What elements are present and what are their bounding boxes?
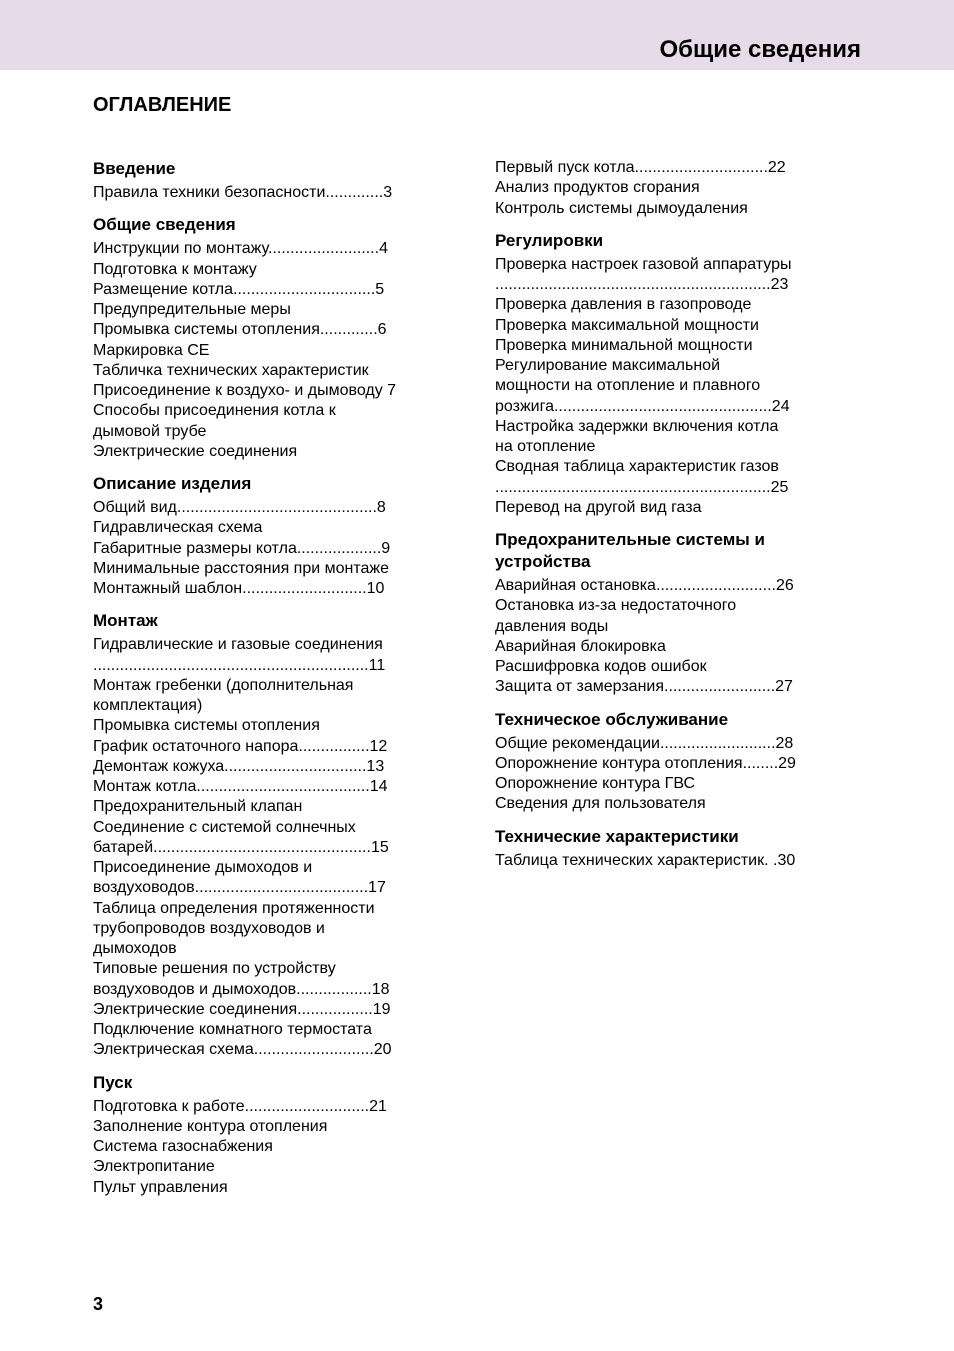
toc-entry: Демонтаж кожуха................................13: [93, 757, 385, 775]
toc-entry: Типовые решения по устройству: [93, 960, 336, 978]
toc-entry: давления воды: [495, 617, 609, 635]
toc-entry: Проверка давления в газопроводе: [495, 296, 752, 314]
toc-entry: Общий вид.............................................8: [93, 499, 386, 516]
toc-entry: Присоединение к воздухо- и дымоводу 7: [93, 382, 397, 399]
toc-entry: Аварийная остановка...........................26: [495, 577, 794, 594]
toc-section-title: Общие сведения: [93, 215, 236, 235]
toc-section-title: Предохранительные системы и устройства: [495, 530, 765, 571]
toc-entry: Таблица определения протяженности: [93, 899, 375, 917]
toc-entry: Подключение комнатного термостата: [93, 1021, 372, 1038]
toc-entry: Электрические соединения.................19: [93, 1000, 391, 1018]
toc-entry: дымоходов: [93, 940, 177, 957]
toc-entry: трубопроводов воздуховодов и: [93, 919, 325, 937]
toc-section: [93, 214, 426, 462]
toc-entry: Общие рекомендации..........................28: [495, 734, 794, 752]
toc-entry: Монтаж котла.......................................14: [93, 778, 388, 795]
toc-entry: Размещение котла................................5: [93, 280, 385, 298]
toc-entry: Аварийная блокировка: [495, 637, 666, 655]
toc-section-title: Описание изделия: [93, 474, 252, 493]
toc-entry: График остаточного напора................12: [93, 737, 388, 755]
toc-entry: Предохранительный клапан: [93, 798, 303, 816]
toc-entry: Сводная таблица характеристик газов: [495, 458, 779, 476]
toc-entry: Опорожнение контура отопления........29: [495, 754, 796, 772]
toc-entry: Гидравлические и газовые соединения: [93, 636, 383, 654]
toc-entry: Проверка максимальной мощности: [495, 316, 759, 334]
toc-section: [495, 709, 828, 815]
toc-entry: Расшифровка кодов ошибок: [495, 658, 707, 675]
toc-entry: Табличка технических характеристик: [93, 361, 369, 379]
toc-entry: Остановка из-за недостаточного: [495, 597, 737, 615]
toc-left-column: [93, 158, 426, 1209]
toc-entry: Электропитание: [93, 1158, 215, 1176]
toc-entry: Заполнение контура отопления: [93, 1117, 328, 1135]
toc-entry: воздуховодов и дымоходов.................18: [93, 980, 390, 998]
toc-entry: Инструкции по монтажу.........................4: [93, 240, 388, 258]
toc-section: [495, 529, 828, 698]
toc-entry: Гидравлическая схема: [93, 519, 263, 537]
toc-entry: Предупредительные меры: [93, 301, 291, 318]
toc-section: [93, 158, 426, 203]
toc-entry: Перевод на другой вид газа: [495, 498, 702, 516]
toc-heading: ОГЛАВЛЕНИЕ: [93, 94, 232, 116]
toc-entry: Промывка системы отопления: [93, 717, 320, 735]
toc-entry: комплектация): [93, 697, 203, 714]
toc-entry: батарей.................................................15: [93, 838, 389, 856]
toc-entry: ..............................................................11: [93, 656, 386, 674]
toc-entry: ..............................................................23: [495, 276, 789, 293]
toc-entry: Сведения для пользователя: [495, 795, 706, 813]
toc-entry: Подготовка к монтажу: [93, 260, 257, 278]
toc-entry: Анализ продуктов сгорания: [495, 179, 700, 197]
toc-section-title: Пуск: [93, 1072, 133, 1092]
toc-entry: воздуховодов.......................................17: [93, 879, 386, 897]
toc-entry: Монтажный шаблон............................10: [93, 580, 385, 597]
toc-entry: Проверка минимальной мощности: [495, 336, 753, 354]
toc-entry: Промывка системы отопления.............6: [93, 321, 387, 339]
toc-entry: Регулирование максимальной: [495, 357, 721, 374]
toc-entry: Система газоснабжения: [93, 1138, 273, 1155]
toc-entry: розжига.................................................24: [495, 397, 790, 415]
toc-entry: Проверка настроек газовой аппаратуры: [495, 255, 792, 273]
toc-entry: Опорожнение контура ГВС: [495, 775, 696, 792]
toc-entry: Габаритные размеры котла...................9: [93, 539, 391, 557]
toc-entry: Контроль системы дымоудаления: [495, 199, 748, 217]
toc-entry: Электрическая схема...........................20: [93, 1041, 392, 1059]
toc-section: [93, 1072, 426, 1198]
page-header-title: Общие сведения: [659, 36, 861, 63]
toc-entry: Подготовка к работе............................21: [93, 1097, 387, 1115]
toc-entry: Таблица технических характеристик. .30: [495, 851, 796, 869]
toc-entry: ..............................................................25: [495, 478, 789, 496]
toc-entry: Настройка задержки включения котла: [495, 417, 779, 435]
toc-entry: дымовой трубе: [93, 422, 207, 440]
toc-section: [495, 826, 828, 871]
toc-entry: Монтаж гребенки (дополнительная: [93, 676, 354, 694]
toc-section: [495, 158, 828, 219]
toc-entry: Защита от замерзания.........................27: [495, 678, 793, 696]
toc-section: [93, 610, 426, 1060]
toc-section-title: Технические характеристики: [495, 826, 739, 846]
page-number: 3: [93, 1294, 104, 1314]
toc-section-title: Монтаж: [93, 611, 158, 631]
toc-entry: Первый пуск котла..............................22: [495, 159, 786, 176]
toc-entry: Минимальные расстояния при монтаже: [93, 559, 390, 577]
toc-entry: Электрические соединения: [93, 442, 298, 460]
toc-section-title: Регулировки: [495, 230, 604, 250]
toc-section: [93, 473, 426, 599]
toc-entry: Соединение с системой солнечных: [93, 818, 356, 836]
toc-entry: на отопление: [495, 438, 596, 455]
toc-entry: Способы присоединения котла к: [93, 402, 336, 420]
toc-entry: Правила техники безопасности.............3: [93, 184, 393, 201]
toc-entry: Пульт управления: [93, 1178, 228, 1196]
toc-section-title: Техническое обслуживание: [495, 709, 729, 729]
toc-entry: Маркировка СЕ: [93, 341, 210, 359]
toc-entry: мощности на отопление и плавного: [495, 377, 761, 395]
toc-section-title: Введение: [93, 159, 176, 178]
toc-right-column: [495, 158, 828, 882]
toc-section: [495, 230, 828, 518]
toc-entry: Присоединение дымоходов и: [93, 859, 313, 876]
